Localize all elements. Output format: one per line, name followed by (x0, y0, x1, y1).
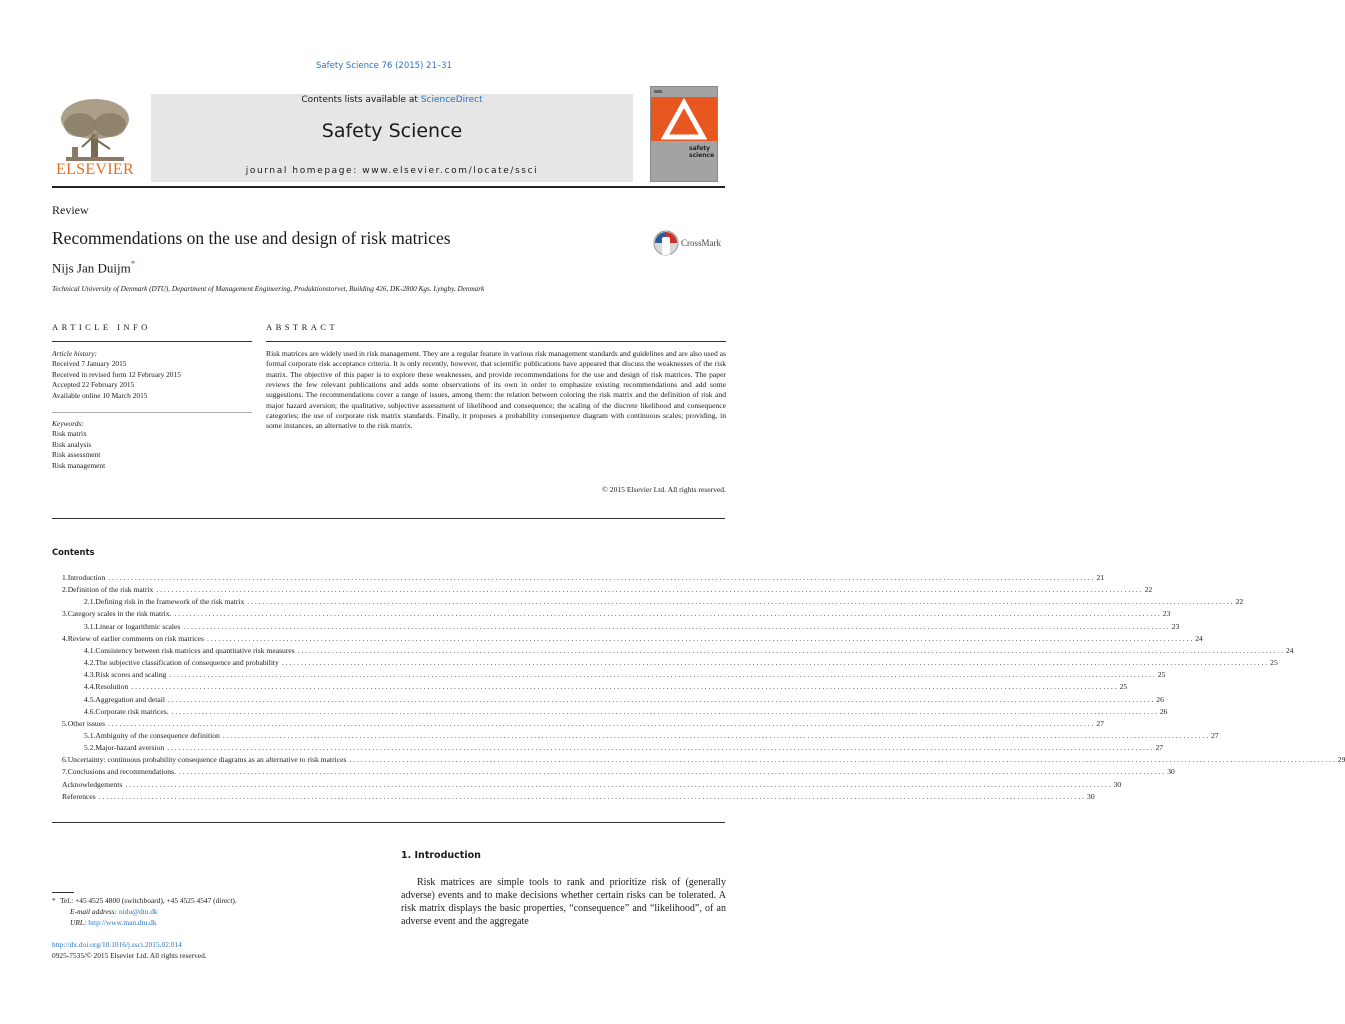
toc-entry-page[interactable]: 25 (1119, 682, 1128, 692)
toc-entry-title[interactable]: Definition of the risk matrix (67, 585, 154, 595)
journal-title: Safety Science (321, 120, 463, 142)
toc-entry-title[interactable]: Corporate risk matrices. (95, 706, 169, 716)
toc-entry-title[interactable]: Risk scores and scaling (95, 670, 167, 680)
toc-entry-title[interactable]: Defining risk in the framework of the risk matrix (95, 597, 245, 607)
toc-leader-dots: . . . . . . . . . . . . . . . . . . . . . . . . . . . . . . . . . . . . . . . . . . . . . . . . . . . . . . . . . . . . . . . . . . . . . . . . . . . . . . . . . . . . . . . . . . . . . . . . . . . . . . . . . . . . . . . . . . . . . . . . . . . . . . . . . . . . . . . . . . . . . . . . . . . . . . . . . . . . . . . . . . . . . . . . . . . . . . . . . . . . . . . . . . . . . . . . . . . . . . . . . . . . . . . . . . . . . . . . . . . . . . . . . . . . . . . . . . . . . . . . . . . . . . . . . . . . . . . . . . . . (222, 730, 1209, 740)
toc-leader-dots: . . . . . . . . . . . . . . . . . . . . . . . . . . . . . . . . . . . . . . . . . . . . . . . . . . . . . . . . . . . . . . . . . . . . . . . . . . . . . . . . . . . . . . . . . . . . . . . . . . . . . . . . . . . . . . . . . . . . . . . . . . . . . . . . . . . . . . . . . . . . . . . . . . . . . . . . . . . . . . . . . . . . . . . . . . . . . . . . . . . . . . . . . . . . . . . . . . . . . . . . . . . . . . . . . . . . . . . . . . . . . . . . . . . . . . . . . . . . . . . . . . . . . . . . . . . . . . . . . . . . (169, 670, 1155, 680)
toc-entry[interactable] (52, 608, 1171, 620)
toc-entry-number: 4. (62, 633, 68, 643)
toc-leader-dots: . . . . . . . . . . . . . . . . . . . . . . . . . . . . . . . . . . . . . . . . . . . . . . . . . . . . . . . . . . . . . . . . . . . . . . . . . . . . . . . . . . . . . . . . . . . . . . . . . . . . . . . . . . . . . . . . . . . . . . . . . . . . . . . . . . . . . . . . . . . . . . . . . . . . . . . . . . . . . . . . . . . . . . . . . . . . . . . . . . . . . . . . . . . . . . . . . . . . . . . . . . . . . . . . . . . . . . . . . . . . . . . . . . . . . . . . . . . . . . . . . . . . . . . . . . . . . . . . . . . . (247, 597, 1233, 607)
toc-entry-page[interactable]: 23 (1162, 609, 1171, 619)
article-info-rule (52, 341, 252, 342)
doi-link[interactable]: http://dx.doi.org/10.1016/j.ssci.2015.02.014 (52, 940, 182, 949)
toc-entry-title[interactable]: Introduction (67, 573, 106, 582)
toc-entry[interactable] (52, 645, 1294, 657)
toc-entry-number: 4.6. (84, 706, 96, 716)
history-revised: Received in revised form 12 February 2015 (52, 369, 181, 379)
keywords-block (52, 419, 252, 471)
contents-available-line (151, 95, 633, 105)
toc-entry-page[interactable]: 26 (1156, 694, 1164, 704)
article-type: Review (52, 203, 89, 217)
email-label: E-mail address: (70, 907, 119, 916)
abstract-bottom-rule (52, 518, 725, 519)
toc-entry-number: 5.1. (84, 730, 96, 740)
toc-entry-page[interactable]: 24 (1195, 633, 1203, 643)
footnote-rule (52, 892, 74, 893)
toc-entry-page[interactable]: 21 (1096, 573, 1105, 582)
toc-entry-title[interactable]: Consistency between risk matrices and quantitative risk measures (95, 645, 295, 655)
paper-title: Recommendations on the use and design of risk matrices (52, 228, 451, 248)
toc-entry-number: 3.1. (84, 621, 96, 631)
toc-leader-dots: . . . . . . . . . . . . . . . . . . . . . . . . . . . . . . . . . . . . . . . . . . . . . . . . . . . . . . . . . . . . . . . . . . . . . . . . . . . . . . . . . . . . . . . . . . . . . . . . . . . . . . . . . . . . . . . . . . . . . . . . . . . . . . . . . . . . . . . . . . . . . . . . . . . . . . . . . . . . . . . . . . . . . . . . . . . . . . . . . . . . . . . . . . . . . . . . . . . . . . . . . . . . . . . . . . . . . . . . . . . . . . . . . . . . . . . . . . . . . . . . . . . . . . . . . . . . . . . . . . . . (108, 573, 1094, 582)
footnote-mark: * (52, 896, 56, 905)
toc-leader-dots: . . . . . . . . . . . . . . . . . . . . . . . . . . . . . . . . . . . . . . . . . . . . . . . . . . . . . . . . . . . . . . . . . . . . . . . . . . . . . . . . . . . . . . . . . . . . . . . . . . . . . . . . . . . . . . . . . . . . . . . . . . . . . . . . . . . . . . . . . . . . . . . . . . . . . . . . . . . . . . . . . . . . . . . . . . . . . . . . . . . . . . . . . . . . . . . . . . . . . . . . . . . . . . . . . . . . . . . . . . . . . . . . . . . . . . . . . . . . . . . . . . . . . . . . . . . . . . . . . . . . (167, 743, 1153, 753)
toc-entry-title[interactable]: Linear or logarithmic scales (95, 621, 181, 631)
toc-leader-dots: . . . . . . . . . . . . . . . . . . . . . . . . . . . . . . . . . . . . . . . . . . . . . . . . . . . . . . . . . . . . . . . . . . . . . . . . . . . . . . . . . . . . . . . . . . . . . . . . . . . . . . . . . . . . . . . . . . . . . . . . . . . . . . . . . . . . . . . . . . . . . . . . . . . . . . . . . . . . . . . . . . . . . . . . . . . . . . . . . . . . . . . . . . . . . . . . . . . . . . . . . . . . . . . . . . . . . . . . . . . . . . . . . . . . . . . . . . . . . . . . . . . . . . . . . . . . . . . . . . . . (171, 706, 1157, 716)
toc-entry-title[interactable]: Ambiguity of the consequence definition (95, 730, 220, 740)
toc-entry-page[interactable]: 24 (1285, 645, 1294, 655)
toc-entry[interactable] (52, 596, 1244, 608)
toc-entry-title[interactable]: Other issues (67, 718, 106, 728)
toc-entry-title[interactable]: Review of earlier comments on risk matrices (67, 633, 204, 643)
cover-title-line-1: safety (689, 145, 711, 152)
toc-entry-page[interactable]: 22 (1235, 597, 1244, 607)
toc-entry[interactable] (52, 657, 1278, 669)
toc-entry[interactable] (52, 754, 1345, 766)
toc-entry-page[interactable]: 22 (1144, 585, 1153, 595)
contents-prefix: Contents lists available at (301, 95, 421, 105)
cover-title-line-2: science (689, 152, 715, 159)
toc-entry[interactable] (52, 730, 1219, 742)
toc-entry-title[interactable]: Aggregation and detail (95, 694, 165, 704)
email-link[interactable]: nidu@dtu.dk (119, 907, 158, 916)
toc-entry-page[interactable]: 26 (1159, 706, 1168, 716)
keyword-item: Risk assessment (52, 450, 101, 460)
toc-entry-page[interactable]: 27 (1211, 730, 1219, 740)
header-rule (52, 186, 725, 188)
abstract-rule (266, 341, 726, 342)
toc-leader-dots: . . . . . . . . . . . . . . . . . . . . . . . . . . . . . . . . . . . . . . . . . . . . . . . . . . . . . . . . . . . . . . . . . . . . . . . . . . . . . . . . . . . . . . . . . . . . . . . . . . . . . . . . . . . . . . . . . . . . . . . . . . . . . . . . . . . . . . . . . . . . . . . . . . . . . . . . . . . . . . . . . . . . . . . . . . . . . . . . . . . . . . . . . . . . . . . . . . . . . . . . . . . . . . . . . . . . . . . . . . . . . . . . . . . . . . . . . . . . . . . . . . . . . . . . . . . . . . . . . . . . (183, 621, 1169, 631)
abstract-heading: ABSTRACT (266, 322, 339, 332)
toc-entry-page[interactable]: 30 (1113, 779, 1122, 789)
toc-entry-page[interactable]: 30 (1167, 767, 1175, 777)
toc-entry-title[interactable]: Resolution (95, 682, 129, 692)
toc-entry[interactable] (52, 669, 1166, 681)
toc-entry[interactable] (52, 779, 1122, 791)
toc-entry-number: 4.5. (84, 694, 96, 704)
toc-entry-number: 1. (62, 573, 68, 582)
history-divider (52, 412, 252, 413)
toc-entry-number: 4.2. (84, 658, 96, 668)
toc-entry[interactable] (52, 584, 1153, 596)
author-footnote-mark[interactable]: * (130, 259, 136, 269)
author-text: Nijs Jan Duijm (52, 260, 131, 276)
toc-entry-page[interactable]: 27 (1096, 718, 1104, 728)
article-info-heading: ARTICLE INFO (52, 322, 151, 332)
toc-entry[interactable] (52, 694, 1164, 706)
issn-line: 0925-7535/© 2015 Elsevier Ltd. All rights reserved. (52, 950, 207, 960)
toc-entry-page[interactable]: 23 (1171, 621, 1180, 631)
toc-entry-title[interactable]: Acknowledgements (62, 779, 123, 789)
toc-entry-number: 2.1. (84, 597, 96, 607)
toc-entry[interactable] (52, 621, 1180, 633)
history-accepted: Accepted 22 February 2015 (52, 380, 135, 390)
toc-entry-page[interactable]: 25 (1157, 670, 1166, 680)
toc-entry-title[interactable]: References (62, 791, 96, 801)
article-history (52, 349, 252, 401)
toc-entry-number: 5.2. (84, 743, 96, 753)
toc-entry-title[interactable]: The subjective classification of consequence and probability (95, 658, 279, 668)
toc-entry-number: 7. (62, 767, 68, 777)
keyword-item: Risk management (52, 460, 106, 470)
toc-entry-title[interactable]: Category scales in the risk matrix. (67, 609, 172, 619)
journal-homepage[interactable]: journal homepage: www.elsevier.com/locate/ssci (245, 166, 539, 176)
contents-bottom-rule (52, 822, 725, 823)
toc-leader-dots: . . . . . . . . . . . . . . . . . . . . . . . . . . . . . . . . . . . . . . . . . . . . . . . . . . . . . . . . . . . . . . . . . . . . . . . . . . . . . . . . . . . . . . . . . . . . . . . . . . . . . . . . . . . . . . . . . . . . . . . . . . . . . . . . . . . . . . . . . . . . . . . . . . . . . . . . . . . . . . . . . . . . . . . . . . . . . . . . . . . . . . . . . . . . . . . . . . . . . . . . . . . . . . . . . . . . . . . . . . . . . . . . . . . . . . . . . . . . . . . . . . . . . . . . . . . . . . . . . . . . (167, 694, 1154, 704)
author-affiliation: Technical University of Denmark (DTU), Department of Management Engineering, Produktionstorvet, Building 426, DK-2800 Kgs. Lyngby, Denmark (52, 285, 485, 293)
url-link[interactable]: http://www.man.dtu.dk (88, 918, 157, 927)
history-label: Article history: (52, 349, 97, 358)
toc-entry-number: 3. (62, 609, 68, 619)
toc-entry[interactable] (52, 742, 1164, 754)
abstract-text: Risk matrices are widely used in risk management. They are a regular feature in various risk management standards and guidelines and are also used as formal corporate risk acceptance criteria. It is only recently, however, that scientific publications have appeared that discuss the weaknesses of the risk matrix. The objective of this paper is to explore these weaknesses, and provide recommendations for the use and design of risk matrices. The paper reviews the few relevant publications and adds some observations of its own in order to emphasize existing recommendations and add some suggestions. The recommendations cover a range of issues, among them: the relation between coloring the risk matrix and the definition of risk and major hazard aversion; the qualitative, subjective assessment of likelihood and consequence; the scaling of the discrete likelihood and consequence categories; the use of corporate risk matrix standards. Finally, it proposes a probability consequence diagram with continuous scales; providing, in some instances, an alternative to the risk matrix. (266, 349, 726, 431)
toc-entry-number: 4.1. (84, 645, 96, 655)
url-label: URL: (70, 918, 89, 927)
toc-entry-page[interactable]: 29 (1337, 755, 1345, 765)
toc-entry-title[interactable]: Uncertainty: continuous probability consequence diagrams as an alternative to risk matrices (67, 755, 347, 765)
toc-entry[interactable] (52, 706, 1168, 718)
journal-reference[interactable]: Safety Science 76 (2015) 21–31 (316, 61, 452, 71)
sciencedirect-link[interactable]: ScienceDirect (420, 95, 483, 105)
toc-leader-dots: . . . . . . . . . . . . . . . . . . . . . . . . . . . . . . . . . . . . . . . . . . . . . . . . . . . . . . . . . . . . . . . . . . . . . . . . . . . . . . . . . . . . . . . . . . . . . . . . . . . . . . . . . . . . . . . . . . . . . . . . . . . . . . . . . . . . . . . . . . . . . . . . . . . . . . . . . . . . . . . . . . . . . . . . . . . . . . . . . . . . . . . . . . . . . . . . . . . . . . . . . . . . . . . . . . . . . . . . . . . . . . . . . . . . . . . . . . . . . . . . . . . . . . . . . . . . . . . . . . . . (156, 585, 1142, 595)
toc-leader-dots: . . . . . . . . . . . . . . . . . . . . . . . . . . . . . . . . . . . . . . . . . . . . . . . . . . . . . . . . . . . . . . . . . . . . . . . . . . . . . . . . . . . . . . . . . . . . . . . . . . . . . . . . . . . . . . . . . . . . . . . . . . . . . . . . . . . . . . . . . . . . . . . . . . . . . . . . . . . . . . . . . . . . . . . . . . . . . . . . . . . . . . . . . . . . . . . . . . . . . . . . . . . . . . . . . . . . . . . . . . . . . . . . . . . . . . . . . . . . . . . . . . . . . . . . . . . . . . . . . . . . (98, 791, 1085, 801)
toc-leader-dots: . . . . . . . . . . . . . . . . . . . . . . . . . . . . . . . . . . . . . . . . . . . . . . . . . . . . . . . . . . . . . . . . . . . . . . . . . . . . . . . . . . . . . . . . . . . . . . . . . . . . . . . . . . . . . . . . . . . . . . . . . . . . . . . . . . . . . . . . . . . . . . . . . . . . . . . . . . . . . . . . . . . . . . . . . . . . . . . . . . . . . . . . . . . . . . . . . . . . . . . . . . . . . . . . . . . . . . . . . . . . . . . . . . . . . . . . . . . . . . . . . . . . . . . . . . . . . . . . . . . . (349, 755, 1335, 765)
crossmark-label: CrossMark (681, 238, 721, 248)
doi-block (52, 940, 352, 961)
toc-entry[interactable] (52, 572, 1105, 584)
toc-entry[interactable] (52, 681, 1128, 693)
toc-entry[interactable] (52, 633, 1203, 645)
toc-entry-page[interactable]: 27 (1155, 743, 1164, 753)
toc-leader-dots: . . . . . . . . . . . . . . . . . . . . . . . . . . . . . . . . . . . . . . . . . . . . . . . . . . . . . . . . . . . . . . . . . . . . . . . . . . . . . . . . . . . . . . . . . . . . . . . . . . . . . . . . . . . . . . . . . . . . . . . . . . . . . . . . . . . . . . . . . . . . . . . . . . . . . . . . . . . . . . . . . . . . . . . . . . . . . . . . . . . . . . . . . . . . . . . . . . . . . . . . . . . . . . . . . . . . . . . . . . . . . . . . . . . . . . . . . . . . . . . . . . . . . . . . . . . . . . . . . . . . (178, 767, 1165, 777)
journal-cover-image (650, 86, 718, 182)
toc-leader-dots: . . . . . . . . . . . . . . . . . . . . . . . . . . . . . . . . . . . . . . . . . . . . . . . . . . . . . . . . . . . . . . . . . . . . . . . . . . . . . . . . . . . . . . . . . . . . . . . . . . . . . . . . . . . . . . . . . . . . . . . . . . . . . . . . . . . . . . . . . . . . . . . . . . . . . . . . . . . . . . . . . . . . . . . . . . . . . . . . . . . . . . . . . . . . . . . . . . . . . . . . . . . . . . . . . . . . . . . . . . . . . . . . . . . . . . . . . . . . . . . . . . . . . . . . . . . . . . . . . . . . (174, 609, 1160, 619)
toc-leader-dots: . . . . . . . . . . . . . . . . . . . . . . . . . . . . . . . . . . . . . . . . . . . . . . . . . . . . . . . . . . . . . . . . . . . . . . . . . . . . . . . . . . . . . . . . . . . . . . . . . . . . . . . . . . . . . . . . . . . . . . . . . . . . . . . . . . . . . . . . . . . . . . . . . . . . . . . . . . . . . . . . . . . . . . . . . . . . . . . . . . . . . . . . . . . . . . . . . . . . . . . . . . . . . . . . . . . . . . . . . . . . . . . . . . . . . . . . . . . . . . . . . . . . . . . . . . . . . . . . . . . . (125, 779, 1111, 789)
author-footnote (52, 895, 360, 928)
crossmark-icon (653, 229, 679, 257)
toc-leader-dots: . . . . . . . . . . . . . . . . . . . . . . . . . . . . . . . . . . . . . . . . . . . . . . . . . . . . . . . . . . . . . . . . . . . . . . . . . . . . . . . . . . . . . . . . . . . . . . . . . . . . . . . . . . . . . . . . . . . . . . . . . . . . . . . . . . . . . . . . . . . . . . . . . . . . . . . . . . . . . . . . . . . . . . . . . . . . . . . . . . . . . . . . . . . . . . . . . . . . . . . . . . . . . . . . . . . . . . . . . . . . . . . . . . . . . . . . . . . . . . . . . . . . . . . . . . . . . . . . . . . . (297, 645, 1283, 655)
toc-entry-number: 5. (62, 718, 68, 728)
toc-entry[interactable] (52, 791, 1095, 803)
toc-entry-number: 4.3. (84, 670, 96, 680)
toc-entry[interactable] (52, 718, 1104, 730)
cover-graphic-icon (651, 87, 717, 181)
toc-entry-title[interactable]: Conclusions and recommendations. (67, 767, 176, 777)
publisher-name: ELSEVIER (56, 161, 134, 178)
keyword-item: Risk matrix (52, 429, 87, 439)
toc-leader-dots: . . . . . . . . . . . . . . . . . . . . . . . . . . . . . . . . . . . . . . . . . . . . . . . . . . . . . . . . . . . . . . . . . . . . . . . . . . . . . . . . . . . . . . . . . . . . . . . . . . . . . . . . . . . . . . . . . . . . . . . . . . . . . . . . . . . . . . . . . . . . . . . . . . . . . . . . . . . . . . . . . . . . . . . . . . . . . . . . . . . . . . . . . . . . . . . . . . . . . . . . . . . . . . . . . . . . . . . . . . . . . . . . . . . . . . . . . . . . . . . . . . . . . . . . . . . . . . . . . . . . (206, 633, 1193, 643)
author-name (52, 259, 135, 276)
introduction-text: Risk matrices are simple tools to rank and prioritize risk of (generally adverse) events and to make decisions whether certain risks can be tolerated. A risk matrix displays the basic properties, “consequence” and “likelihood”, of an adverse event and the aggregate (401, 877, 726, 927)
abstract-copyright: © 2015 Elsevier Ltd. All rights reserved. (602, 485, 726, 494)
keyword-item: Risk analysis (52, 439, 92, 449)
footnote-tel: Tel.: +45 4525 4800 (switchboard), +45 4525 4547 (direct). (60, 896, 237, 905)
toc-entry-page[interactable]: 25 (1270, 658, 1278, 668)
toc-entry-page[interactable]: 30 (1087, 791, 1095, 801)
toc-entry-number: 6. (62, 755, 68, 765)
toc-leader-dots: . . . . . . . . . . . . . . . . . . . . . . . . . . . . . . . . . . . . . . . . . . . . . . . . . . . . . . . . . . . . . . . . . . . . . . . . . . . . . . . . . . . . . . . . . . . . . . . . . . . . . . . . . . . . . . . . . . . . . . . . . . . . . . . . . . . . . . . . . . . . . . . . . . . . . . . . . . . . . . . . . . . . . . . . . . . . . . . . . . . . . . . . . . . . . . . . . . . . . . . . . . . . . . . . . . . . . . . . . . . . . . . . . . . . . . . . . . . . . . . . . . . . . . . . . . . . . . . . . . . . (131, 682, 1117, 692)
toc-entry-number: 4.4. (84, 682, 96, 692)
keywords-label: Keywords: (52, 419, 84, 428)
introduction-heading: 1. Introduction (401, 850, 481, 861)
crossmark-badge[interactable] (653, 229, 733, 259)
elsevier-logo (52, 95, 138, 180)
toc-entry-number: 2. (62, 585, 68, 595)
toc-leader-dots: . . . . . . . . . . . . . . . . . . . . . . . . . . . . . . . . . . . . . . . . . . . . . . . . . . . . . . . . . . . . . . . . . . . . . . . . . . . . . . . . . . . . . . . . . . . . . . . . . . . . . . . . . . . . . . . . . . . . . . . . . . . . . . . . . . . . . . . . . . . . . . . . . . . . . . . . . . . . . . . . . . . . . . . . . . . . . . . . . . . . . . . . . . . . . . . . . . . . . . . . . . . . . . . . . . . . . . . . . . . . . . . . . . . . . . . . . . . . . . . . . . . . . . . . . . . . . . . . . . . . (108, 718, 1094, 728)
history-online: Available online 10 March 2015 (52, 390, 148, 400)
toc-entry[interactable] (52, 766, 1175, 778)
contents-title: Contents (52, 547, 95, 557)
history-received: Received 7 January 2015 (52, 359, 127, 369)
toc-entry-title[interactable]: Major-hazard aversion (95, 743, 165, 753)
toc-leader-dots: . . . . . . . . . . . . . . . . . . . . . . . . . . . . . . . . . . . . . . . . . . . . . . . . . . . . . . . . . . . . . . . . . . . . . . . . . . . . . . . . . . . . . . . . . . . . . . . . . . . . . . . . . . . . . . . . . . . . . . . . . . . . . . . . . . . . . . . . . . . . . . . . . . . . . . . . . . . . . . . . . . . . . . . . . . . . . . . . . . . . . . . . . . . . . . . . . . . . . . . . . . . . . . . . . . . . . . . . . . . . . . . . . . . . . . . . . . . . . . . . . . . . . . . . . . . . . . . . . . . . (281, 658, 1268, 668)
